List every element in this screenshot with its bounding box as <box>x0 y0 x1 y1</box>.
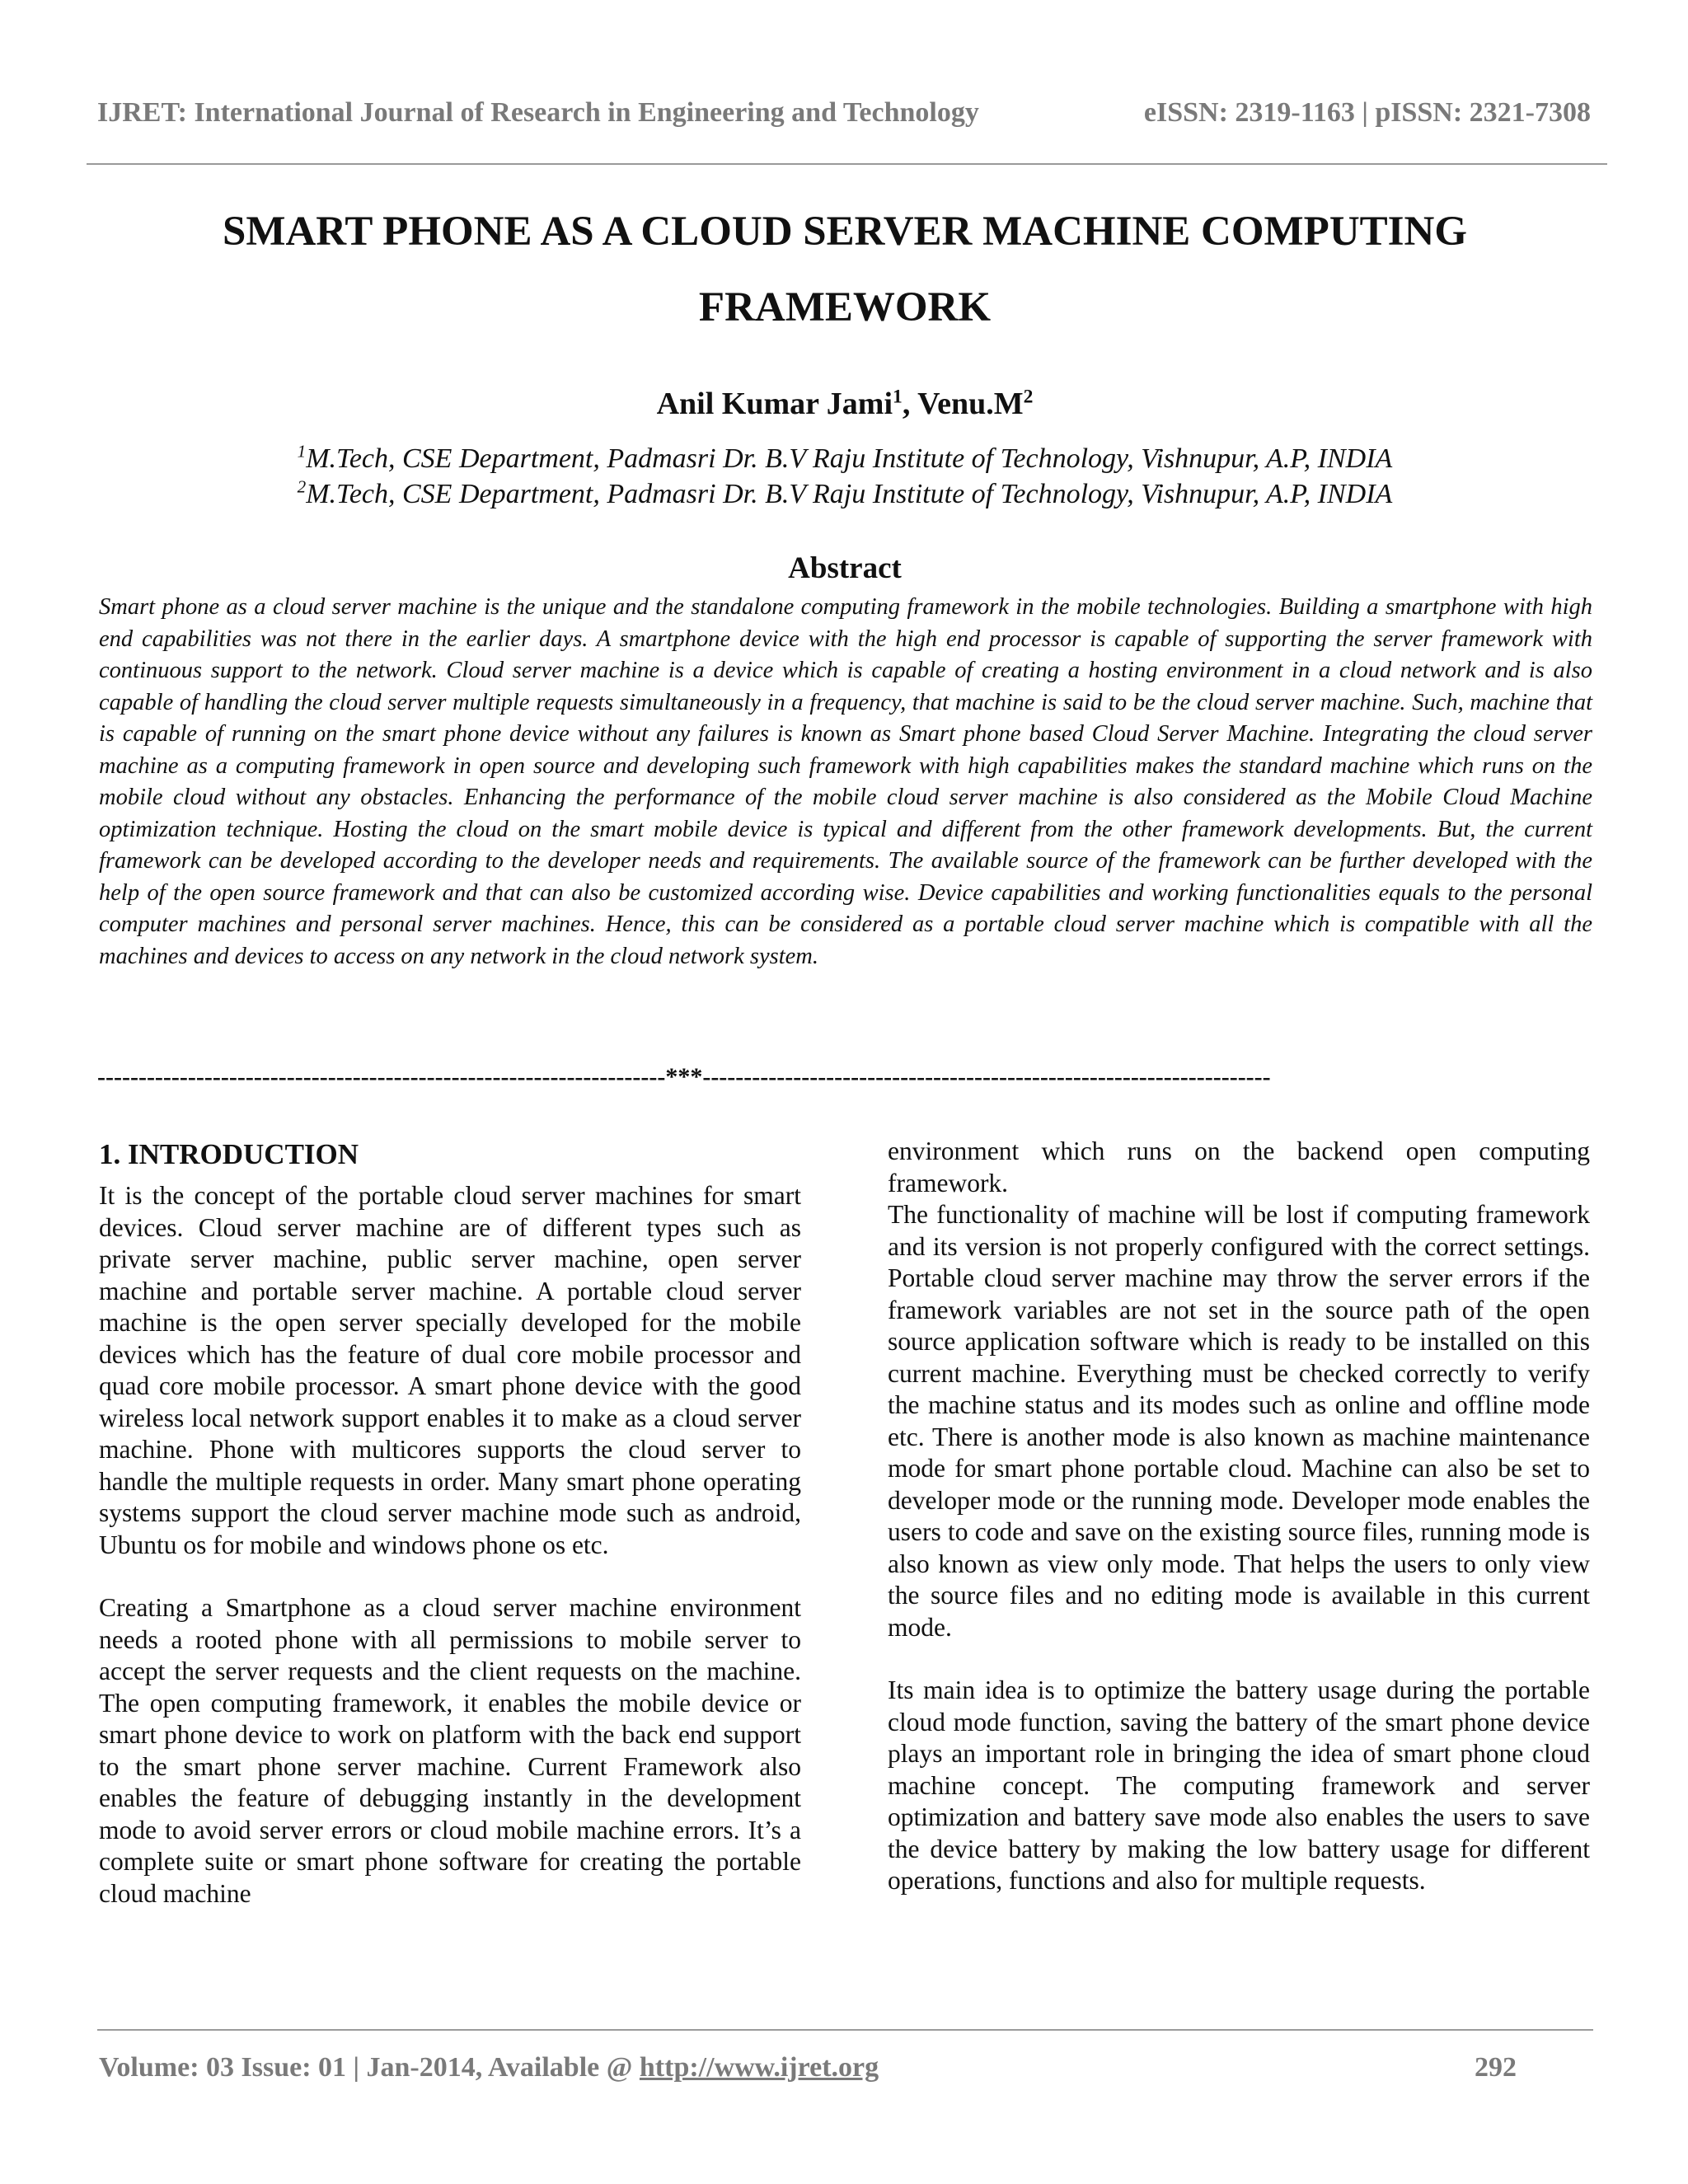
author-separator: , <box>902 387 918 421</box>
affiliation-2-superscript: 2 <box>297 476 307 497</box>
affiliation-2-text: M.Tech, CSE Department, Padmasri Dr. B.V Raju Institute of Technology, Vishnupur, A.P, INDIA <box>306 479 1393 509</box>
affiliations <box>99 441 1591 512</box>
issn-info: eISSN: 2319-1163 | pISSN: 2321-7308 <box>1143 97 1591 128</box>
intro-paragraph-2: Creating a Smartphone as a cloud server machine environment needs a rooted phone with all permissions to mobile server to accept the server requests and the client requests on the machine. The open computing framework, it enables the mobile device or smart phone device to work on platform with the back end support to the smart phone server machine. Current Framework also enables the feature of debugging instantly in the development mode to avoid server errors or cloud mobile machine errors. It’s a complete suite or smart phone software for creating the portable cloud machine <box>99 1593 801 1908</box>
author-list <box>99 386 1591 422</box>
author-1-superscript: 1 <box>893 386 903 408</box>
author-2-superscript: 2 <box>1023 386 1034 408</box>
intro-paragraph-3: environment which runs on the backend open computing framework. <box>888 1137 1590 1197</box>
page-footer <box>99 2052 1517 2083</box>
affiliation-2 <box>99 476 1591 512</box>
intro-paragraph-1: It is the concept of the portable cloud server machines for smart devices. Cloud server machine are of different types such as private server machine, public server machine, open server machine and portable server machine. A portable cloud server machine is the open server specially developed for the mobile devices which has the feature of dual core mobile processor and quad core mobile processor. A smart phone device with the good wireless local network support enables it to make as a cloud server machine. Phone with multicores supports the cloud server to handle the multiple requests in order. Many smart phone operating systems support the cloud server machine mode such as android, Ubuntu os for mobile and windows phone os etc. <box>99 1181 801 1559</box>
footer-volume-info <box>99 2052 879 2083</box>
paper-title <box>99 194 1591 345</box>
title-line-1: SMART PHONE AS A CLOUD SERVER MACHINE COMPUTING <box>222 209 1468 255</box>
author-2: Venu.M <box>917 387 1024 421</box>
section-separator: ---------------------------------------------------------------------***--------------------------------------------------------------------- <box>97 1063 1271 1090</box>
affiliation-1-text: M.Tech, CSE Department, Padmasri Dr. B.V Raju Institute of Technology, Vishnupur, A.P, INDIA <box>306 443 1393 474</box>
running-header <box>97 97 1591 129</box>
introduction-heading: 1. INTRODUCTION <box>99 1138 359 1170</box>
journal-name: IJRET: International Journal of Research in Engineering and Technology <box>97 97 979 128</box>
intro-paragraph-4: The functionality of machine will be lost if computing framework and its version is not properly configured with the correct settings. Portable cloud server machine may throw the server errors if the framework variables are not set in the source path of the open source application software which is ready to be installed on this current machine. Everything must be checked correctly to verify the machine status and its modes such as online and offline mode etc. There is another mode is also known as machine maintenance mode for smart phone portable cloud. Machine can also be set to developer mode or the running mode. Developer mode enables the users to code and save on the existing source files, running mode is also known as view only mode. That helps the users to only view the source files and no editing mode is available in this current mode. <box>888 1200 1590 1642</box>
abstract-heading: Abstract <box>788 551 902 585</box>
header-rule <box>87 163 1607 165</box>
page-number: 292 <box>1475 2052 1517 2083</box>
affiliation-1 <box>99 441 1591 476</box>
journal-link[interactable]: http://www.ijret.org <box>639 2052 879 2083</box>
footer-volume-text: Volume: 03 Issue: 01 | Jan-2014, Available @ <box>99 2052 640 2083</box>
title-line-2: FRAMEWORK <box>698 284 992 330</box>
left-column <box>99 1136 801 1910</box>
right-column <box>888 1136 1590 1897</box>
author-1: Anil Kumar Jami <box>656 387 893 421</box>
intro-paragraph-5: Its main idea is to optimize the battery usage during the portable cloud mode function, saving the battery of the smart phone device plays an important role in bringing the idea of smart phone cloud machine concept. The computing framework and server optimization and battery save mode also enables the users to save the device battery by making the low battery usage for different operations, functions and also for multiple requests. <box>888 1675 1590 1895</box>
footer-rule <box>97 2029 1593 2031</box>
affiliation-1-superscript: 1 <box>297 441 307 462</box>
abstract-body: Smart phone as a cloud server machine is the unique and the standalone computing framework in the mobile technologies. Building a smartphone with high end capabilities was not there in the earlier days. A smartphone device with the high end processor is capable of supporting the server framework with continuous support to the network. Cloud server machine is a device which is capable of creating a hosting environment in a cloud network and is also capable of handling the cloud server multiple requests simultaneously in a frequency, that machine is said to be the cloud server machine. Such, machine that is capable of running on the smart phone device without any failures is known as Smart phone based Cloud Server Machine. Integrating the cloud server machine as a computing framework in open source and developing such framework with high capabilities makes the standard machine which runs on the mobile cloud without any obstacles. Enhancing the performance of the mobile cloud server machine is also considered as the Mobile Cloud Machine optimization technique. Hosting the cloud on the smart mobile device is typical and different from the other framework developments. But, the current framework can be developed according to the developer needs and requirements. The available source of the framework can be further developed with the help of the open source framework and that can also be customized according wise. Device capabilities and working functionalities equals to the personal computer machines and personal server machines. Hence, this can be considered as a portable cloud server machine which is compatible with all the machines and devices to access on any network in the cloud network system. <box>99 594 1592 969</box>
